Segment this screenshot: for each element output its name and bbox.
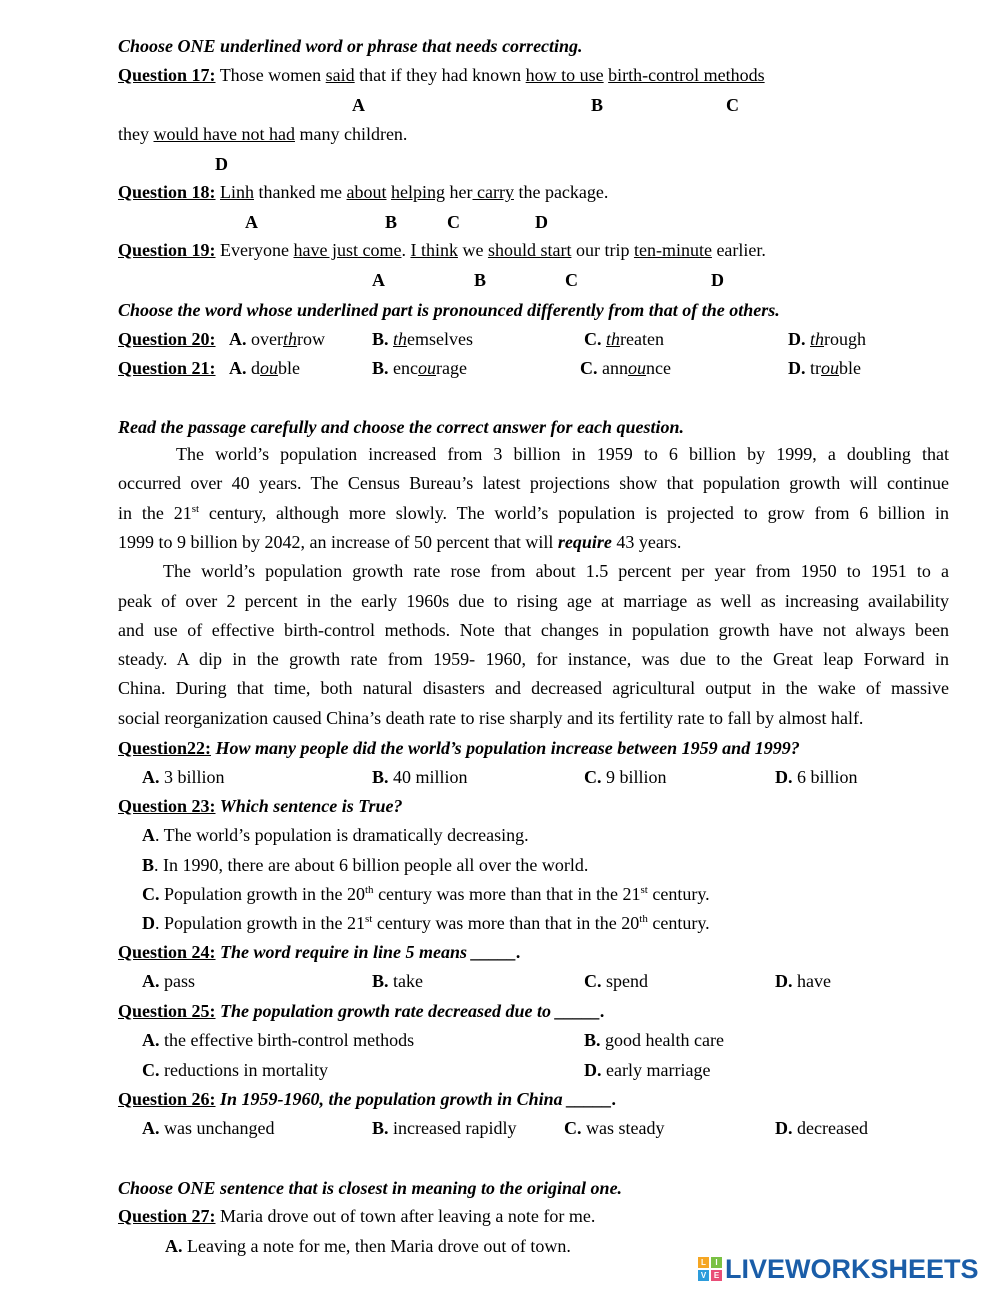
option-b[interactable]: B. In 1990, there are about 6 billion people all over the world. (142, 855, 589, 875)
passage-line: The world’s population growth rate rose from about 1.5 percent per year from 1950 to 1951 to a (163, 561, 949, 582)
option-a[interactable]: A. 3 billion (142, 767, 225, 787)
section-instruction: Choose ONE sentence that is closest in meaning to the original one. (118, 1178, 623, 1198)
letter-c: C (447, 212, 460, 232)
option-d-text: ten-minute (633, 240, 712, 260)
option-b[interactable]: B. increased rapidly (372, 1118, 517, 1138)
question-label: Question 25: (118, 1001, 216, 1021)
letter-a: A (245, 212, 258, 232)
option-c[interactable]: C. threaten (584, 329, 664, 349)
section-instruction: Choose the word whose underlined part is pronounced differently from that of the others. (118, 300, 780, 320)
letter-d: D (711, 270, 724, 290)
option-d[interactable]: D. decreased (775, 1118, 868, 1138)
option-c[interactable]: C. reductions in mortality (142, 1060, 328, 1080)
letter-a: A (352, 95, 365, 115)
letter-b: B (591, 95, 604, 115)
option-c-text: birth-control methods (608, 65, 765, 85)
question-label: Question 18: (118, 182, 216, 202)
option-b[interactable]: B. encourage (372, 358, 467, 378)
passage-line: steady. A dip in the growth rate from 1959- 1960, for instance, was due to the Great leap Forward in (118, 649, 949, 670)
letter-b: B (474, 270, 487, 290)
option-d-text: carry (472, 182, 514, 202)
option-d-text: would have not had (153, 124, 295, 144)
option-d[interactable]: D. Population growth in the 21st century was more than that in the 20th century. (142, 913, 710, 933)
option-b[interactable]: B. good health care (584, 1030, 724, 1050)
option-d[interactable]: D. through (788, 329, 867, 349)
option-a[interactable]: A. the effective birth-control methods (142, 1030, 415, 1050)
option-d[interactable]: D. have (775, 971, 831, 991)
passage-line: occurred over 40 years. The Census Bureau’s latest projections show that population growth will continue (118, 473, 949, 494)
question-label: Question22: (118, 738, 212, 758)
letter-a: A (372, 270, 385, 290)
question-label: Question 27: (118, 1206, 216, 1226)
question-19: Question 19: Everyone have just come. I think we should start our trip ten-minute earlier. (118, 240, 766, 260)
section-instruction: Choose ONE underlined word or phrase that needs correcting. (118, 36, 583, 56)
question-17-line2: they would have not had many children. (118, 124, 408, 144)
passage-line: peak of over 2 percent in the early 1960s due to rising age at marriage as well as increasing availability (118, 590, 949, 611)
passage-line: social reorganization caused China’s death rate to rise sharply and its fertility rate to fall by almost half. (118, 707, 864, 728)
question-17: Question 17: Those women said that if they had known how to use birth-control methods (118, 65, 765, 85)
question-label: Question 23: (118, 796, 216, 816)
option-a[interactable]: A. Leaving a note for me, then Maria drove out of town. (165, 1236, 571, 1256)
option-c[interactable]: C. spend (584, 971, 648, 991)
question-label: Question 24: (118, 942, 216, 962)
option-c[interactable]: C. Population growth in the 20th century was more than that in the 21st century. (142, 884, 710, 904)
option-c[interactable]: C. 9 billion (584, 767, 667, 787)
passage-line: in the 21st century, although more slowly. The world’s population is projected to grow from 6 billion in (118, 502, 949, 523)
option-a[interactable]: A. was unchanged (142, 1118, 275, 1138)
option-a-text: have just come (293, 240, 402, 260)
question-25: Question 25: The population growth rate decreased due to _____. (118, 1001, 606, 1021)
section-instruction: Read the passage carefully and choose the correct answer for each question. (118, 417, 684, 437)
option-c-text: helping (391, 182, 445, 202)
option-a-text: said (325, 65, 355, 85)
option-d[interactable]: D. trouble (788, 358, 861, 378)
question-label: Question 20: (118, 329, 216, 349)
option-b[interactable]: B. 40 million (372, 767, 468, 787)
passage-line: and use of effective birth-control methods. Note that changes in population growth have not always been (118, 619, 949, 640)
question-26: Question 26: In 1959-1960, the population growth in China _____. (118, 1089, 617, 1109)
passage-line: 1999 to 9 billion by 2042, an increase of 50 percent that will require 43 years. (118, 531, 682, 552)
letter-d: D (215, 154, 228, 174)
letter-c: C (726, 95, 739, 115)
option-a[interactable]: A. overthrow (229, 329, 325, 349)
question-27: Question 27: Maria drove out of town after leaving a note for me. (118, 1206, 596, 1226)
option-c[interactable]: C. was steady (564, 1118, 665, 1138)
option-b-text: about (346, 182, 387, 202)
letter-d: D (535, 212, 548, 232)
question-22: Question22: How many people did the world’s population increase between 1959 and 1999? (118, 738, 800, 758)
question-label: Question 26: (118, 1089, 216, 1109)
question-label: Question 17: (118, 65, 216, 85)
passage-line: China. During that time, both natural disasters and decreased agricultural output in the wake of massive (118, 678, 949, 699)
option-b-text: how to use (525, 65, 604, 85)
option-c[interactable]: C. announce (580, 358, 671, 378)
logo-text: LIVEWORKSHEETS (725, 1253, 979, 1284)
option-b-text: I think (410, 240, 458, 260)
option-a[interactable]: A. double (229, 358, 300, 378)
liveworksheets-logo (698, 1254, 979, 1284)
passage-line: The world’s population increased from 3 billion in 1959 to 6 billion by 1999, a doubling that (176, 444, 949, 464)
option-b[interactable]: B. themselves (372, 329, 474, 349)
option-b[interactable]: B. take (372, 971, 423, 991)
highlighted-word: require (557, 531, 612, 552)
option-d[interactable]: D. 6 billion (775, 767, 858, 787)
letter-c: C (565, 270, 578, 290)
logo-grid-icon: L I V E (698, 1257, 722, 1281)
question-18: Question 18: Linh thanked me about helping her carry the package. (118, 182, 609, 202)
option-a-text: Linh (220, 182, 255, 202)
letter-b: B (385, 212, 398, 232)
option-a[interactable]: A. pass (142, 971, 195, 991)
question-24: Question 24: The word require in line 5 means _____. (118, 942, 522, 962)
question-label: Question 21: (118, 358, 216, 378)
option-a[interactable]: A. The world’s population is dramatically decreasing. (142, 825, 529, 845)
option-c-text: should start (487, 240, 572, 260)
option-d[interactable]: D. early marriage (584, 1060, 711, 1080)
question-label: Question 19: (118, 240, 216, 260)
question-23: Question 23: Which sentence is True? (118, 796, 403, 816)
